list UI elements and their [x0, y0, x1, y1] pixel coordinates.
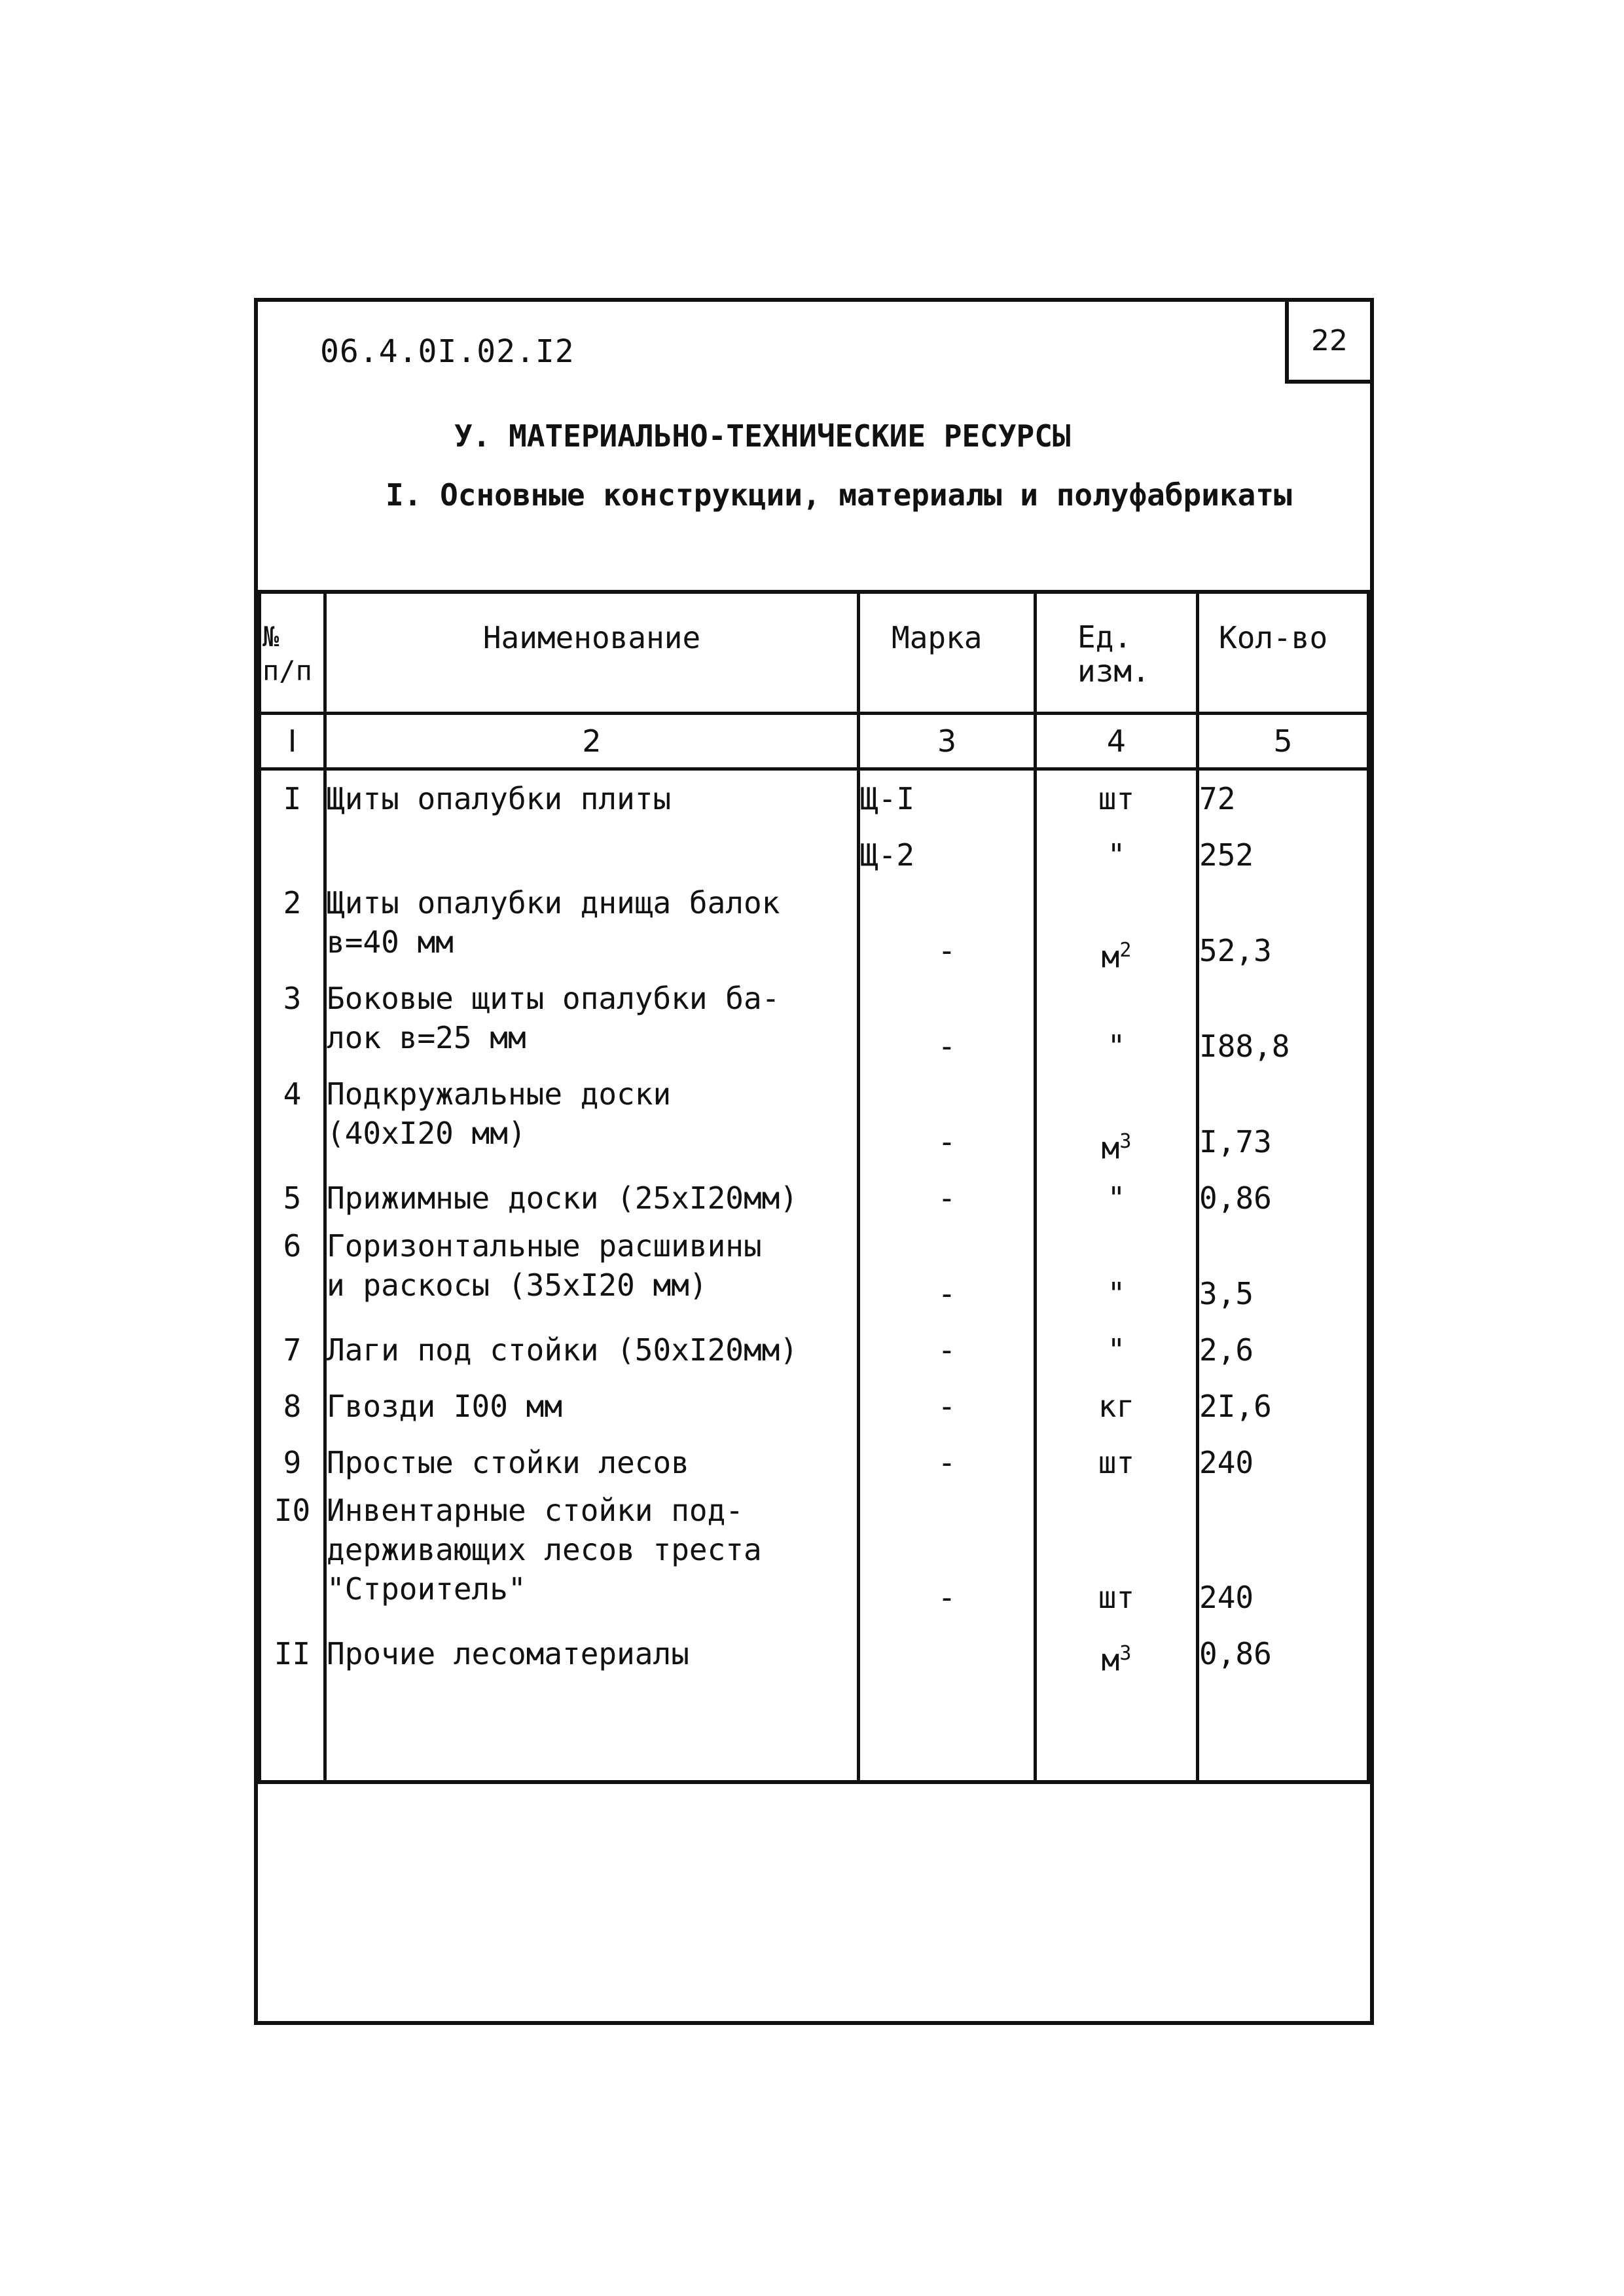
row-mark	[859, 979, 1036, 1074]
row-mark-text: -	[937, 1444, 956, 1480]
col-header-name: Наименование	[325, 592, 859, 713]
row-qty	[1198, 979, 1369, 1074]
row-name-line: в=40 мм	[327, 924, 454, 960]
row-mark	[859, 1378, 1036, 1434]
row-qty-text: 252	[1199, 837, 1254, 873]
row-name	[325, 1491, 859, 1626]
row-unit	[1036, 1491, 1198, 1626]
row-unit	[1036, 1434, 1198, 1491]
row-unit-text: $м^3$	[1101, 1641, 1132, 1677]
row-qty-text: 2I,6	[1199, 1388, 1272, 1424]
unit-superscript: 3	[1119, 1129, 1132, 1153]
row-mark-text: -	[937, 1028, 956, 1064]
page-number: 22	[1285, 302, 1370, 384]
row-mark-text: -	[937, 1388, 956, 1424]
table-row	[260, 1491, 1369, 1626]
row-number: 2	[260, 883, 325, 979]
row-mark	[859, 1322, 1036, 1378]
row-name-line: Лаги под стойки (50хI20мм)	[327, 1332, 799, 1368]
row-qty-text: 2,6	[1199, 1332, 1254, 1368]
row-qty-text: 72	[1199, 780, 1236, 816]
row-number: 7	[260, 1322, 325, 1378]
column-number: 5	[1198, 713, 1369, 769]
document-frame	[254, 298, 1374, 2025]
table-row	[260, 827, 1369, 883]
row-name-line: (40хI20 мм)	[327, 1115, 526, 1151]
row-number: 6	[260, 1226, 325, 1322]
row-qty	[1198, 1491, 1369, 1626]
row-number: 4	[260, 1074, 325, 1170]
row-name-line: Боковые щиты опалубки ба-	[327, 980, 780, 1016]
row-number: 8	[260, 1378, 325, 1434]
row-name-line: лок в=25 мм	[327, 1019, 526, 1055]
row-unit-text: "	[1107, 1275, 1126, 1311]
resources-table	[258, 590, 1370, 1784]
row-number: 3	[260, 979, 325, 1074]
row-qty	[1198, 769, 1369, 827]
table-body	[260, 769, 1369, 1682]
section-title: У. МАТЕРИАЛЬНО-ТЕХНИЧЕСКИЕ РЕСУРСЫ	[454, 418, 1071, 454]
row-mark	[859, 1491, 1036, 1626]
row-mark-text: -	[937, 1275, 956, 1311]
row-qty-text: 3,5	[1199, 1275, 1254, 1311]
row-qty-text: I,73	[1199, 1123, 1272, 1159]
row-unit-text: "	[1107, 1028, 1126, 1064]
row-mark-text: -	[937, 1180, 956, 1216]
row-unit	[1036, 883, 1198, 979]
row-qty-text: 52,3	[1199, 932, 1272, 968]
row-name	[325, 979, 859, 1074]
table-row	[260, 1626, 1369, 1682]
column-number: 4	[1036, 713, 1198, 769]
row-mark	[859, 827, 1036, 883]
row-name	[325, 1170, 859, 1226]
row-name	[325, 769, 859, 827]
row-qty	[1198, 1074, 1369, 1170]
row-number: 9	[260, 1434, 325, 1491]
row-name	[325, 827, 859, 883]
row-unit-text: $м^3$	[1101, 1129, 1132, 1165]
row-unit	[1036, 769, 1198, 827]
row-mark	[859, 1626, 1036, 1682]
table-row	[260, 1322, 1369, 1378]
row-unit-text: "	[1107, 1332, 1126, 1368]
table-tail	[260, 1682, 1369, 1782]
row-qty	[1198, 1170, 1369, 1226]
row-mark	[859, 1074, 1036, 1170]
row-number: 5	[260, 1170, 325, 1226]
row-name	[325, 1074, 859, 1170]
row-name-line: "Строитель"	[327, 1571, 526, 1607]
row-unit-text: шт	[1098, 780, 1135, 816]
row-qty	[1198, 1226, 1369, 1322]
row-name-line: Прижимные доски (25хI20мм)	[327, 1180, 799, 1216]
column-numbers-row	[260, 713, 1369, 769]
row-name-line: Горизонтальные расшивины	[327, 1228, 762, 1264]
table-row	[260, 1226, 1369, 1322]
table-row	[260, 1378, 1369, 1434]
row-unit	[1036, 1626, 1198, 1682]
row-name-line: Прочие лесоматериалы	[327, 1635, 689, 1671]
document-code: 06.4.0I.02.I2	[320, 333, 575, 370]
row-name-line: Простые стойки лесов	[327, 1444, 689, 1480]
row-name-line: держивающих лесов треста	[327, 1531, 762, 1567]
row-unit-text: шт	[1098, 1579, 1135, 1615]
table-row	[260, 1074, 1369, 1170]
row-mark-text: -	[937, 1123, 956, 1159]
column-number: I	[260, 713, 325, 769]
row-mark-text: -	[937, 1332, 956, 1368]
row-mark-text	[860, 1626, 1034, 1682]
row-number	[260, 827, 325, 883]
section-subtitle: I. Основные конструкции, материалы и полуфабрикаты	[386, 477, 1292, 513]
row-name	[325, 1434, 859, 1491]
row-unit	[1036, 1170, 1198, 1226]
unit-superscript: 2	[1119, 938, 1132, 962]
column-number: 3	[859, 713, 1036, 769]
table-header-row	[260, 592, 1369, 713]
row-qty-text: 0,86	[1199, 1635, 1272, 1671]
row-unit	[1036, 1074, 1198, 1170]
row-qty-text: I88,8	[1199, 1028, 1290, 1064]
row-qty	[1198, 1626, 1369, 1682]
row-name	[325, 883, 859, 979]
row-name-line	[327, 827, 857, 883]
row-mark-text: Щ-2	[860, 837, 915, 873]
row-number: I	[260, 769, 325, 827]
row-name	[325, 1226, 859, 1322]
row-mark-text: Щ-I	[860, 780, 915, 816]
row-unit-text: шт	[1098, 1444, 1135, 1480]
row-name	[325, 1322, 859, 1378]
table-row	[260, 1434, 1369, 1491]
row-name-line: и раскосы (35хI20 мм)	[327, 1267, 708, 1303]
row-unit	[1036, 979, 1198, 1074]
col-header-qty: Кол-во	[1198, 592, 1369, 713]
row-name-line: Щиты опалубки днища балок	[327, 884, 780, 920]
row-qty	[1198, 1378, 1369, 1434]
row-qty-text: 240	[1199, 1579, 1254, 1615]
row-qty	[1198, 1434, 1369, 1491]
row-qty-text: 0,86	[1199, 1180, 1272, 1216]
row-unit	[1036, 1378, 1198, 1434]
row-name-line: Инвентарные стойки под-	[327, 1492, 744, 1528]
row-name-line: Щиты опалубки плиты	[327, 780, 672, 816]
col-header-unit: Ед. изм.	[1036, 592, 1198, 713]
table-row	[260, 883, 1369, 979]
row-unit	[1036, 1322, 1198, 1378]
row-mark	[859, 769, 1036, 827]
col-header-num: № п/п	[260, 592, 325, 713]
row-mark-text: -	[937, 932, 956, 968]
row-qty-text: 240	[1199, 1444, 1254, 1480]
row-qty	[1198, 827, 1369, 883]
row-mark	[859, 883, 1036, 979]
row-unit-text: $м^2$	[1101, 938, 1132, 974]
row-name	[325, 1378, 859, 1434]
row-mark	[859, 1226, 1036, 1322]
row-mark	[859, 1434, 1036, 1491]
table-row	[260, 769, 1369, 827]
row-qty	[1198, 883, 1369, 979]
row-unit	[1036, 827, 1198, 883]
row-mark-text: -	[937, 1579, 956, 1615]
row-unit-text: "	[1107, 837, 1126, 873]
row-name	[325, 1626, 859, 1682]
row-mark	[859, 1170, 1036, 1226]
row-name-line: Подкружальные доски	[327, 1076, 672, 1112]
row-unit	[1036, 1226, 1198, 1322]
table-row	[260, 1170, 1369, 1226]
column-number: 2	[325, 713, 859, 769]
table-row	[260, 979, 1369, 1074]
row-name-line: Гвозди I00 мм	[327, 1388, 563, 1424]
row-qty	[1198, 1322, 1369, 1378]
col-header-mark: Марка	[859, 592, 1036, 713]
row-number: II	[260, 1626, 325, 1682]
row-unit-text: "	[1107, 1180, 1126, 1216]
unit-superscript: 3	[1119, 1641, 1132, 1665]
row-unit-text: кг	[1098, 1388, 1135, 1424]
row-number: I0	[260, 1491, 325, 1626]
